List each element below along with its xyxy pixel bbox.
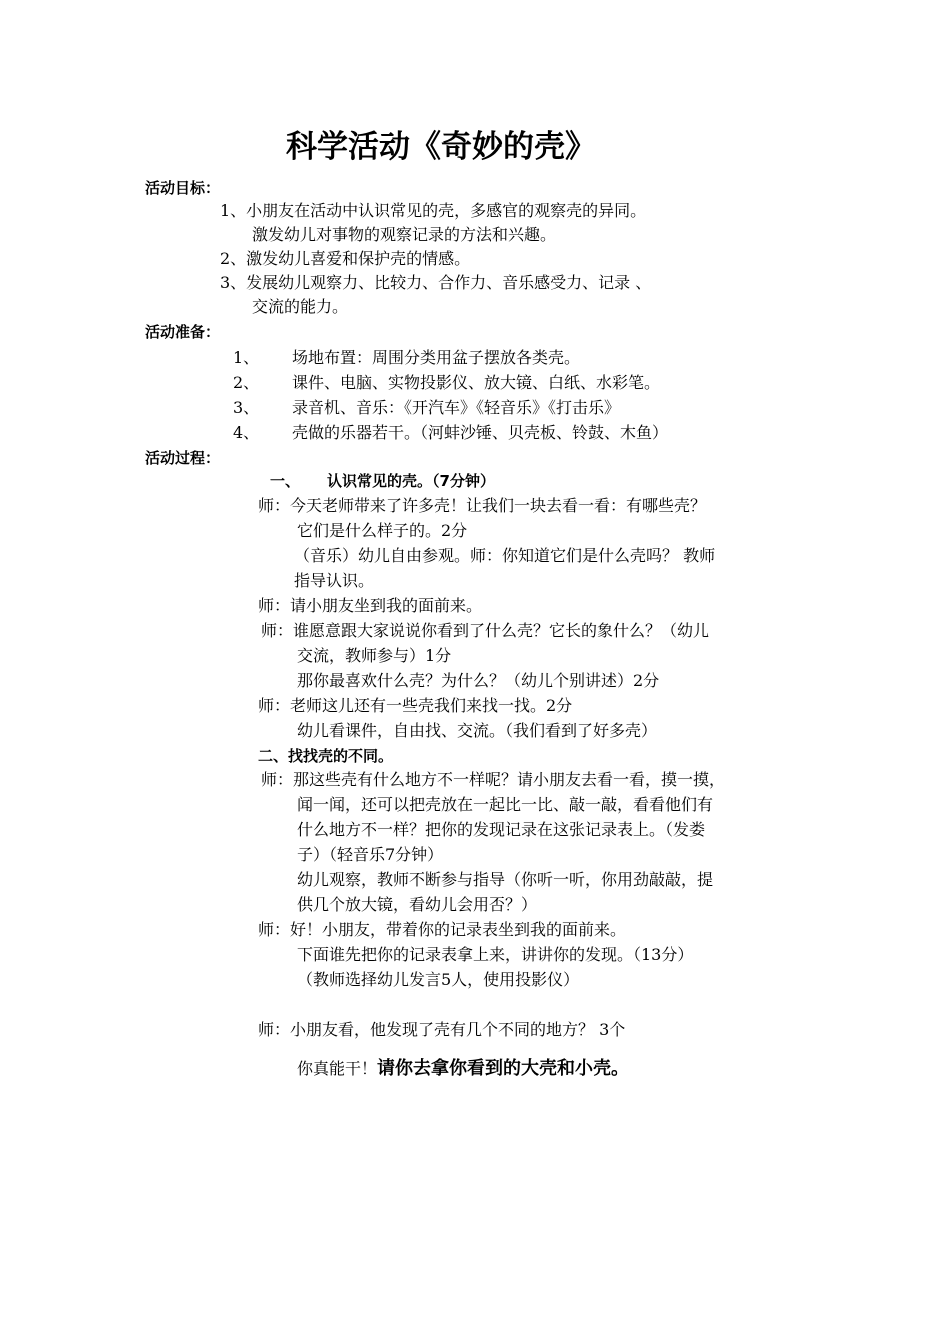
section1-heading: 认识常见的壳。（7分钟） [327,472,495,490]
process-line: 子）（轻音乐7分钟） [297,845,444,864]
goal-line: 交流的能力。 [252,297,349,316]
final-line [297,1057,629,1081]
process-line: 供几个放大镜，看幼儿会用否？） [297,895,538,914]
final-line-normal: 你真能干！ [297,1059,378,1078]
process-line: 师：小朋友看，他发现了壳有几个不同的地方？ 3个 [258,1020,626,1039]
goal-line: 2、激发幼儿喜爱和保护壳的情感。 [220,249,471,268]
process-line: 师：今天老师带来了许多壳！让我们一块去看一看：有哪些壳？ [258,496,707,515]
prep-item-text: 壳做的乐器若干。（河蚌沙锤、贝壳板、铃鼓、木鱼） [292,423,669,442]
goal-line: 激发幼儿对事物的观察记录的方法和兴趣。 [252,225,557,244]
goal-line: 1、小朋友在活动中认识常见的壳，多感官的观察壳的异同。 [220,201,647,220]
process-line: 交流，教师参与）1分 [297,646,452,665]
final-line-bold: 请你去拿你看到的大壳和小壳。 [377,1058,630,1079]
process-line: 指导认识。 [294,571,375,590]
process-line: 师：老师这儿还有一些壳我们来找一找。2分 [258,696,573,715]
process-line: 师：好！小朋友，带着你的记录表坐到我的面前来。 [258,920,627,939]
prep-item-text: 录音机、音乐：《开汽车》《轻音乐》《打击乐》 [292,398,621,417]
process-line: （音乐）幼儿自由参观。师：你知道它们是什么壳吗？ 教师 [294,546,716,565]
page-title: 科学活动《奇妙的壳》 [286,129,596,165]
section2-heading: 二、找找壳的不同。 [258,747,394,765]
process-line: 闻一闻，还可以把壳放在一起比一比、敲一敲，看看他们有 [297,795,714,814]
process-line: 幼儿观察，教师不断参与指导（你听一听，你用劲敲敲，提 [297,870,714,889]
process-line: 师：请小朋友坐到我的面前来。 [258,596,483,615]
section1-number: 一、 [270,472,301,490]
process-heading: 活动过程： [145,449,221,467]
goal-line: 3、发展幼儿观察力、比较力、合作力、音乐感受力、记录 、 [220,273,652,292]
prep-item-text: 场地布置：周围分类用盆子摆放各类壳。 [292,348,581,367]
process-line: （教师选择幼儿发言5人，使用投影仪） [297,970,580,989]
process-line: 下面谁先把你的记录表拿上来，讲讲你的发现。（13分） [297,945,694,964]
prep-item-num: 1、 [233,348,260,367]
process-line: 那你最喜欢什么壳？为什么？（幼儿个别讲述）2分 [297,671,660,690]
prep-item-num: 2、 [233,373,260,392]
process-line: 什么地方不一样？把你的发现记录在这张记录表上。（发娄 [297,820,706,839]
prep-item-num: 3、 [233,398,260,417]
prep-heading: 活动准备： [145,323,221,341]
goals-heading: 活动目标： [145,179,221,197]
process-line: 它们是什么样子的。2分 [297,521,468,540]
prep-item-num: 4、 [233,423,260,442]
process-line: 幼儿看课件，自由找、交流。（我们看到了好多壳） [297,721,658,740]
process-line: 师：谁愿意跟大家说说你看到了什么壳？它长的象什么？（幼儿 [261,621,710,640]
process-line: 师：那这些壳有什么地方不一样呢？请小朋友去看一看，摸一摸， [261,770,726,789]
prep-item-text: 课件、电脑、实物投影仪、放大镜、白纸、水彩笔。 [292,373,661,392]
